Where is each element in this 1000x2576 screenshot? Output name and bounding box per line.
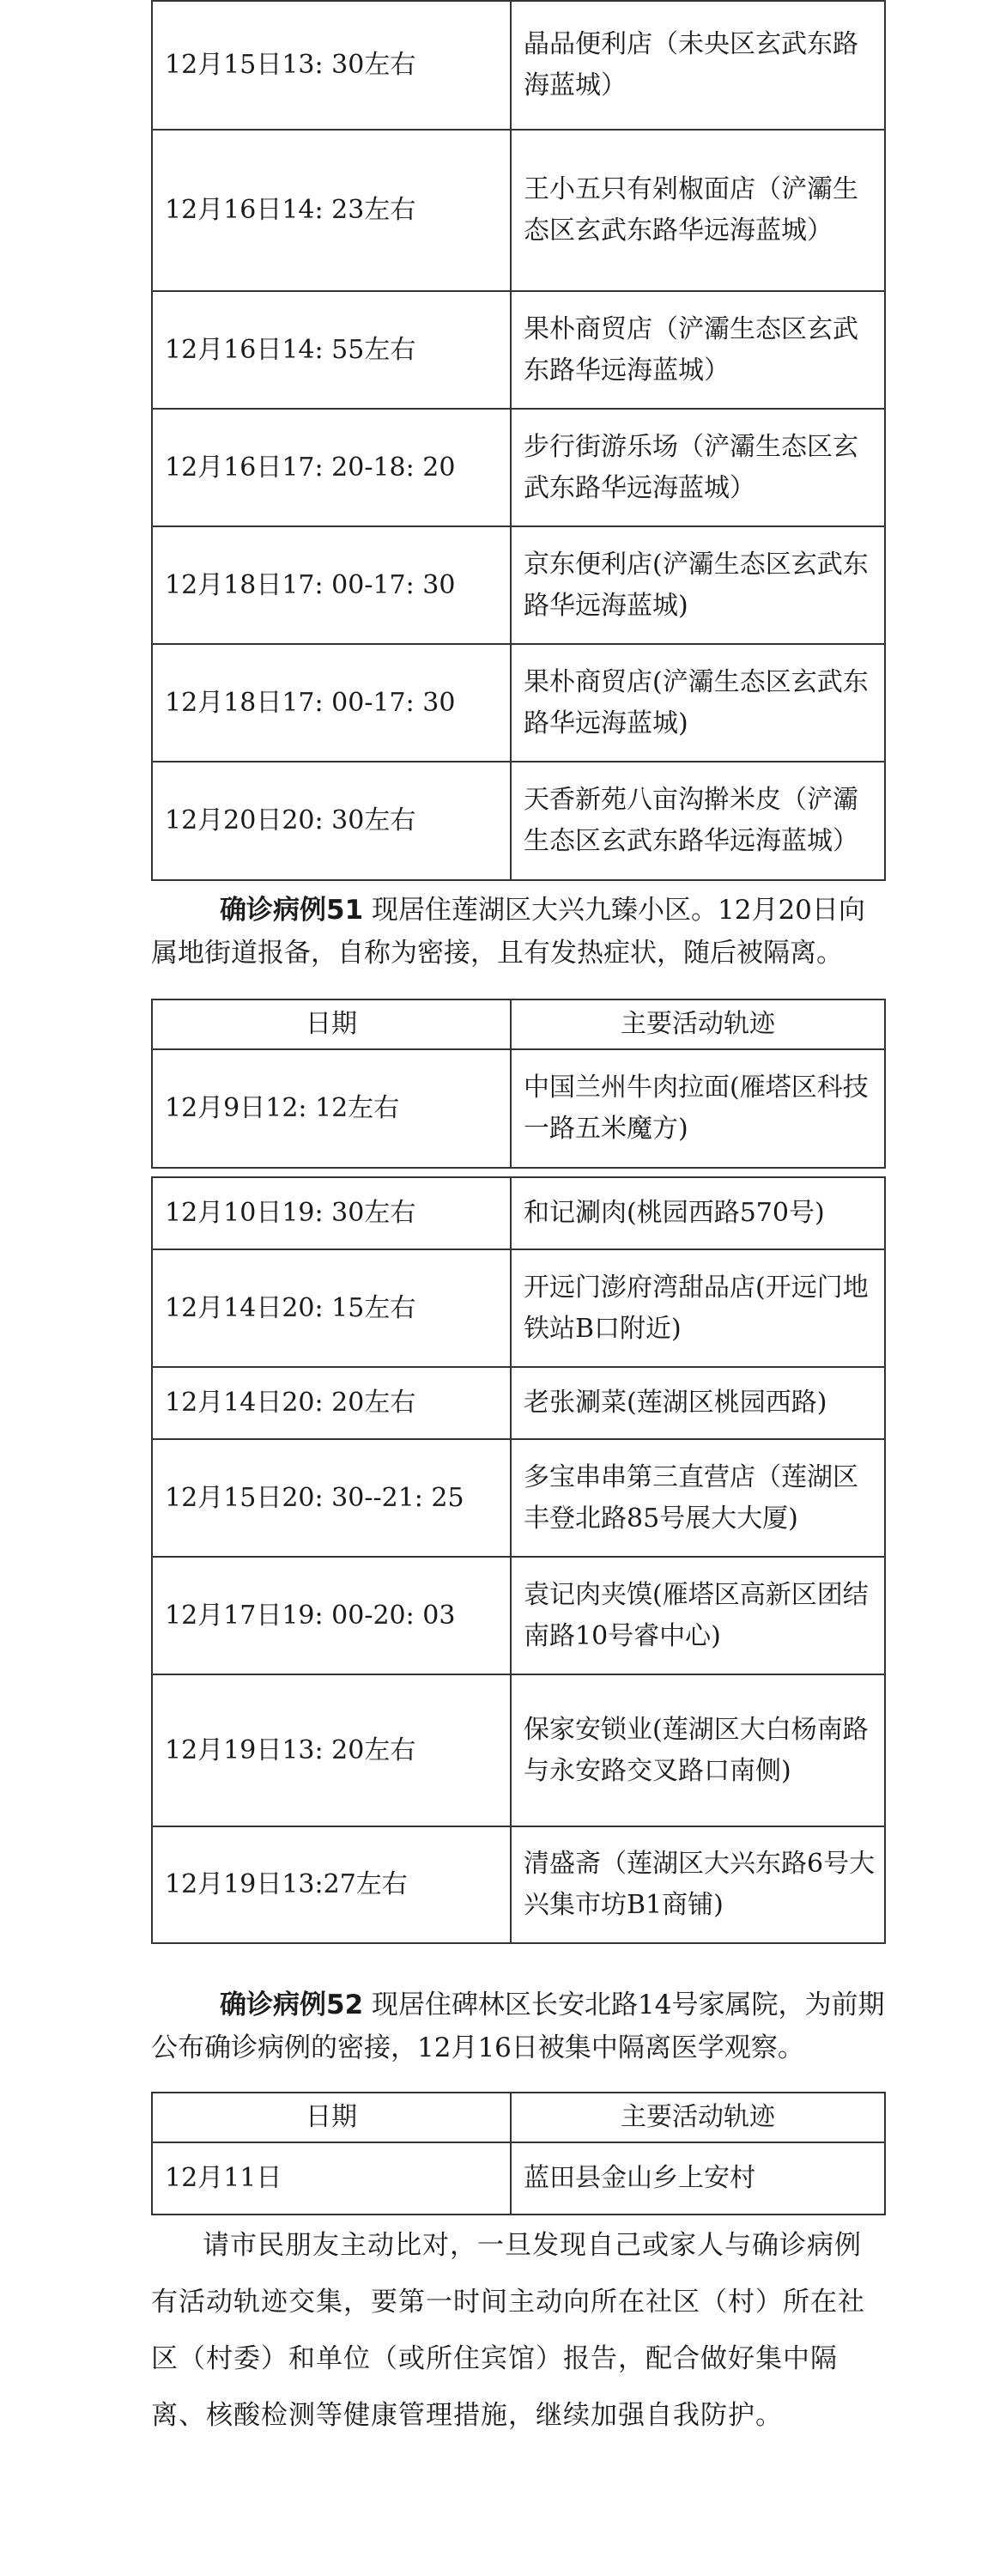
place-cell: 老张涮菜(莲湖区桃园西路) <box>511 1367 885 1439</box>
date-cell: 12月16日14: 55左右 <box>152 291 511 409</box>
date-cell: 12月19日13: 20左右 <box>152 1674 511 1826</box>
place-cell: 蓝田县金山乡上安村 <box>511 2142 885 2215</box>
date-cell: 12月16日14: 23左右 <box>152 130 511 291</box>
track-table-previous-case <box>151 0 886 881</box>
date-cell: 12月18日17: 00-17: 30 <box>152 644 511 762</box>
date-cell: 12月16日17: 20-18: 20 <box>152 409 511 526</box>
header-date: 日期 <box>152 999 511 1049</box>
place-cell: 京东便利店(浐灞生态区玄武东路华远海蓝城) <box>511 526 885 644</box>
table-header-row <box>152 999 885 1049</box>
case-52-label: 确诊病例52 <box>220 1990 364 2020</box>
table-row <box>152 1367 885 1439</box>
table-row <box>152 1439 885 1557</box>
date-cell: 12月19日13:27左右 <box>152 1826 511 1943</box>
case-51-description <box>151 889 886 975</box>
table-row <box>152 1249 885 1367</box>
header-track: 主要活动轨迹 <box>511 2093 885 2142</box>
place-cell: 中国兰州牛肉拉面(雁塔区科技一路五米魔方) <box>511 1049 885 1168</box>
track-table-case-52 <box>151 2092 886 2215</box>
table-row <box>152 762 885 880</box>
track-table-case-51-part-2 <box>151 1176 886 1944</box>
table-row <box>152 130 885 291</box>
date-cell: 12月15日20: 30--21: 25 <box>152 1439 511 1557</box>
case-51-label: 确诊病例51 <box>220 895 364 926</box>
table-row <box>152 1826 885 1943</box>
table-row <box>152 644 885 762</box>
table-row <box>152 2142 885 2215</box>
place-cell: 开远门澎府湾甜品店(开远门地铁站B口附近) <box>511 1249 885 1367</box>
table-row <box>152 409 885 526</box>
table-row <box>152 1674 885 1826</box>
header-track: 主要活动轨迹 <box>511 999 885 1049</box>
date-cell: 12月17日19: 00-20: 03 <box>152 1557 511 1674</box>
place-cell: 天香新苑八亩沟擀米皮（浐灞生态区玄武东路华远海蓝城） <box>511 762 885 880</box>
place-cell: 和记涮肉(桃园西路570号) <box>511 1177 885 1249</box>
place-cell: 步行街游乐场（浐灞生态区玄武东路华远海蓝城） <box>511 409 885 526</box>
date-cell: 12月18日17: 00-17: 30 <box>152 526 511 644</box>
table-row <box>152 291 885 409</box>
place-cell: 果朴商贸店（浐灞生态区玄武东路华远海蓝城） <box>511 291 885 409</box>
place-cell: 晶品便利店（未央区玄武东路海蓝城） <box>511 1 885 130</box>
date-cell: 12月11日 <box>152 2142 511 2215</box>
place-cell: 清盛斋（莲湖区大兴东路6号大兴集市坊B1商铺) <box>511 1826 885 1943</box>
date-cell: 12月15日13: 30左右 <box>152 1 511 130</box>
case-52-text: 现居住碑林区长安北路14号家属院，为前期公布确诊病例的密接，12月16日被集中隔离医学观察。 <box>151 1990 885 2063</box>
table-row <box>152 526 885 644</box>
table-row <box>152 1049 885 1168</box>
date-cell: 12月9日12: 12左右 <box>152 1049 511 1168</box>
date-cell: 12月14日20: 20左右 <box>152 1367 511 1439</box>
table-header-row <box>152 2093 885 2142</box>
place-cell: 王小五只有剁椒面店（浐灞生态区玄武东路华远海蓝城） <box>511 130 885 291</box>
date-cell: 12月14日20: 15左右 <box>152 1249 511 1367</box>
case-51-text: 现居住莲湖区大兴九臻小区。12月20日向属地街道报备，自称为密接，且有发热症状，随后被隔离。 <box>151 895 865 969</box>
header-date: 日期 <box>152 2093 511 2142</box>
date-cell: 12月10日19: 30左右 <box>152 1177 511 1249</box>
closing-notice: 请市民朋友主动比对，一旦发现自己或家人与确诊病例有活动轨迹交集，要第一时间主动向所在社区（村）所在社区（村委）和单位（或所住宾馆）报告，配合做好集中隔离、核酸检测等健康管理措施，继续加强自我防护。 <box>151 2230 865 2431</box>
table-row <box>152 1 885 130</box>
table-row <box>152 1557 885 1674</box>
date-cell: 12月20日20: 30左右 <box>152 762 511 880</box>
place-cell: 保家安锁业(莲湖区大白杨南路与永安路交叉路口南侧) <box>511 1674 885 1826</box>
table-row <box>152 1177 885 1249</box>
place-cell: 果朴商贸店(浐灞生态区玄武东路华远海蓝城) <box>511 644 885 762</box>
place-cell: 袁记肉夹馍(雁塔区高新区团结南路10号睿中心) <box>511 1557 885 1674</box>
track-table-case-51-part-1 <box>151 999 886 1169</box>
case-52-description <box>151 1984 886 2069</box>
place-cell: 多宝串串第三直营店（莲湖区丰登北路85号展大大厦) <box>511 1439 885 1557</box>
